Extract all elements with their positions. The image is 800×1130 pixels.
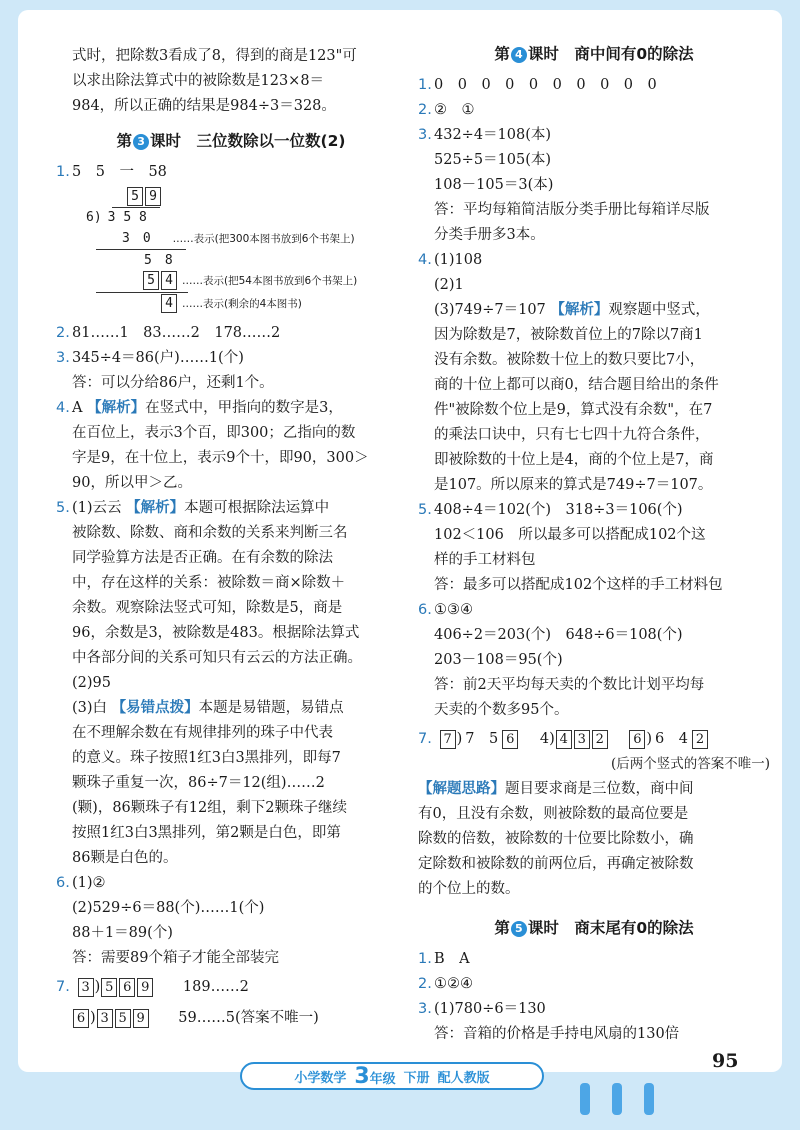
question-6: 6. (1)② (56, 875, 106, 891)
decoration-bar (612, 1083, 622, 1115)
grade-label: 年级 (369, 1071, 396, 1087)
lesson-number-badge: 5 (511, 921, 527, 937)
decoration-bar (644, 1083, 654, 1115)
question-2: 2. 81……1 83……2 178……2 (56, 325, 281, 341)
book-footer-banner (240, 1062, 544, 1090)
long-division: 5 9 6) 3 5 8 3 0 ……表示(把300本图书放到6个书架上) 5 8 5 4 ……表示(把54本图书放到6个书架上) 4 ……表示(剩余的4本图书) (86, 189, 358, 311)
section-title-5: 第 5 课时 商末尾有0的除法 (494, 919, 694, 937)
section-title-3: 第 3 课时 三位数除以一位数(2) (116, 132, 346, 150)
question-5: 5. 408÷4＝102(个) 318÷3＝106(个) (418, 502, 683, 518)
answer-page (18, 10, 782, 1072)
question-5: 5. (1)云云 【解析】本题可根据除法运算中 (56, 500, 330, 516)
question-3: 3. 432÷4＝108(本) (418, 127, 552, 143)
solution-idea: 【解题思路】题目要求商是三位数，商中间 (418, 781, 694, 797)
question-2: 2. ①②④ (418, 976, 473, 992)
question-2: 2. ② ① (418, 102, 475, 118)
left-column: 式时，把除数3看成了8，得到的商是123"可 以求出除法算式中的被除数是123×8＝ 984，所以正确的结果是984÷3＝328。 第 3 课时 三位数除以一位数(2) 1. 5 5 一 58 5 9 6) 3 5 8 3 0 ……表示(把300本图书放到6个书架上) 5 8 5 4 ……表示(把54本图书放到6个书架上) 4 ……表示(剩余的4本图书) 2. 81……1 83……2 178……2 3. 345÷4＝86(户)……1(个) 答：可以分给86户，还剩1个。 4. A 【解析】在竖式中，甲指向的数字是3， 在百位上，表示3个百，即300；乙指向的数 字是9，在十位上，表示9个十，即90，300＞ 90，所以甲＞乙。 5. (1)云云 【解析】本题可根据除法运算中 被除数、除数、商和余数的关系来判断三名 同学验算方法是否正确。在有余数的除法 中，存在这样的关系：被除数＝商×除数＋ 余数。观察除法竖式可知，除数是5，商是 96，余数是3，被除数是483。根据除法算式 中各部分间的关系可知只有云云的方法正确。 (2)95 (3)白 【易错点拨】本题是易错题，易错点 在不理解余数在有规律排列的珠子中代表 的意义。珠子按照1红3白3黑排列，即每7 颗珠子重复一次，86÷7＝12(组)……2 (颗)，86颗珠子有12组，剩下2颗珠子继续 按照1红3白3黑排列，第2颗是白色，即第 86颗是白色的。 6. (1)② (2)529÷6＝88(个)……1(个) 88＋1＝89(个) 答：需要89个箱子才能全部装完 7. 3 ) 5 6 9 189……2 6 ) 3 5 9 59……5(答案不唯一) (56, 10, 406, 1031)
term-label: 下册 (403, 1070, 430, 1086)
question-1: 1. 5 5 一 58 (56, 164, 167, 180)
lesson-number-badge: 4 (511, 47, 527, 63)
question-4: 4. A 【解析】在竖式中，甲指向的数字是3， (56, 400, 343, 416)
section-title-4: 第 4 课时 商中间有0的除法 (494, 45, 694, 63)
lesson-number-badge: 3 (133, 134, 149, 150)
decoration-bar (580, 1083, 590, 1115)
question-7: 7. 3 ) 5 6 9 189……2 (56, 979, 249, 995)
question-3: 3. (1)780÷6＝130 (418, 1001, 546, 1017)
question-4: 4. (1)108 (418, 252, 483, 268)
question-7: 7. 7 ) 7 5 6 4) 4 3 2 6 ) 6 4 2 (418, 727, 770, 752)
question-6: 6. ①③④ (418, 602, 473, 618)
page-number: 95 (712, 1050, 739, 1072)
edition-label: 配人教版 (437, 1070, 490, 1086)
question-1: 1. B A (418, 951, 470, 967)
intro-line: 984，所以正确的结果是984÷3＝328。 (72, 98, 336, 114)
intro-line: 式时，把除数3看成了8，得到的商是123"可 (72, 48, 357, 64)
intro-line: 以求出除法算式中的被除数是123×8＝ (72, 73, 325, 89)
right-column: 第 4 课时 商中间有0的除法 1. 0 0 0 0 0 0 0 0 0 0 2. ② ① 3. 432÷4＝108(本) 525÷5＝105(本) 108－105＝3(本) 答：平均每箱简洁版分类手册比每箱详尽版 分类手册多3本。 4. (1)108 (2)1 (3)749÷7＝107 【解析】观察题中竖式， 因为除数是7，被除数首位上的7除以7商1 没有余数。被除数十位上的数只要比7小， 商的十位上都可以商0，结合题目给出的条件 件"被除数个位上是9，算式没有余数"，在7 的乘法口诀中，只有七七四十九符合条件， 即被除数的十位上是4，商的个位上是7，商 是107。所以原来的算式是749÷7＝107。 5. 408÷4＝102(个) 318÷3＝106(个) 102＜106 所以最多可以搭配成102个这 样的手工材料包 答：最多可以搭配成102个这样的手工材料包 6. ①③④ 406÷2＝203(个) 648÷6＝108(个) 203－108＝95(个) 答：前2天平均每天卖的个数比计划平均每 天卖的个数多95个。 7. 7 ) 7 5 6 4) 4 3 2 6 ) 6 4 2 (后两个竖式的答案不唯一) 【解题思路】题目要求商是三位数，商中间 有0，且没有余数，则被除数的最高位要是 除数的倍数，被除数的十位要比除数小，确 定除数和被除数的前两位后，再确定被除数 的个位上的数。 第 5 课时 商末尾有0的除法 1. B A 2. ①②④ 3. (1)780÷6＝130 答：音箱的价格是手持电风扇的130倍 (418, 10, 770, 1047)
grade-number: 3 (354, 1063, 370, 1089)
question-3: 3. 345÷4＝86(户)……1(个) (56, 350, 244, 366)
question-1: 1. 0 0 0 0 0 0 0 0 0 0 (418, 77, 657, 93)
subject-label: 小学数学 (294, 1070, 347, 1086)
